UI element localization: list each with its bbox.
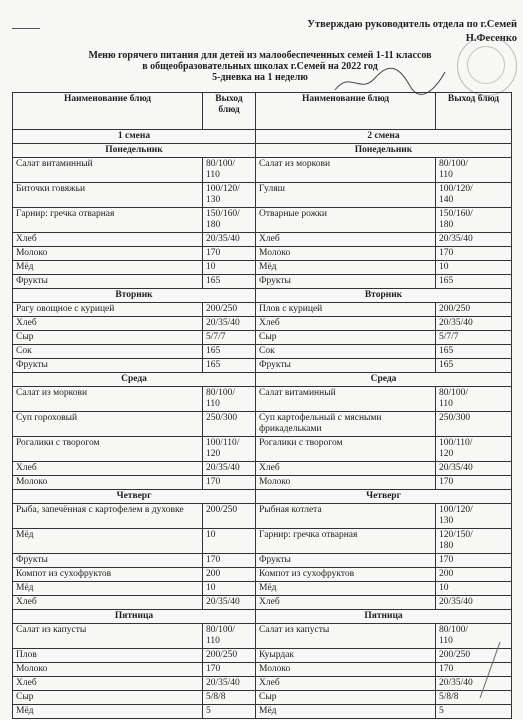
portion-shift-1: 100/110/ 120 [203, 437, 256, 462]
dish-name-shift-1: Фрукты [13, 554, 203, 568]
day-label-left: Среда [13, 373, 256, 387]
col-header-name-1: Наименование блюд [13, 93, 203, 130]
portion-shift-2: 200/250 [436, 649, 512, 663]
dish-name-shift-2: Фрукты [256, 275, 436, 289]
day-label-left: Четверг [13, 490, 256, 504]
day-row [13, 490, 512, 504]
dish-name-shift-2: Хлеб [256, 317, 436, 331]
dish-name-shift-2: Салат витаминный [256, 387, 436, 412]
dish-name-shift-1: Рагу овощное с курицей [13, 303, 203, 317]
portion-shift-2: 170 [436, 554, 512, 568]
dish-name-shift-1: Молоко [13, 476, 203, 490]
menu-table [12, 92, 512, 719]
portion-shift-2: 80/100/ 110 [436, 387, 512, 412]
dish-name-shift-1: Мёд [13, 261, 203, 275]
approval-line-2: Н.Фесенко [465, 33, 517, 44]
day-row [13, 144, 512, 158]
portion-shift-2: 20/35/40 [436, 677, 512, 691]
table-row [13, 412, 512, 437]
portion-shift-2: 5 [436, 705, 512, 719]
dish-name-shift-1: Биточки говяжьи [13, 183, 203, 208]
dish-name-shift-2: Гарнир: гречка отварная [256, 529, 436, 554]
scan-mark [12, 28, 40, 29]
dish-name-shift-2: Отварные рожки [256, 208, 436, 233]
dish-name-shift-1: Сыр [13, 691, 203, 705]
table-row [13, 677, 512, 691]
portion-shift-1: 200 [203, 568, 256, 582]
portion-shift-2: 150/160/ 180 [436, 208, 512, 233]
table-row [13, 554, 512, 568]
portion-shift-1: 80/100/ 110 [203, 624, 256, 649]
dish-name-shift-2: Фрукты [256, 359, 436, 373]
table-row [13, 624, 512, 649]
portion-shift-1: 165 [203, 345, 256, 359]
dish-name-shift-1: Хлеб [13, 677, 203, 691]
shift-row [13, 130, 512, 144]
day-label-right: Четверг [256, 490, 512, 504]
day-row [13, 373, 512, 387]
table-row [13, 462, 512, 476]
dish-name-shift-1: Салат из капусты [13, 624, 203, 649]
portion-shift-1: 20/35/40 [203, 677, 256, 691]
portion-shift-2: 80/100/ 110 [436, 624, 512, 649]
portion-shift-1: 10 [203, 529, 256, 554]
table-row [13, 504, 512, 529]
table-row [13, 529, 512, 554]
shift-2-label: 2 смена [256, 130, 512, 144]
portion-shift-2: 80/100/ 110 [436, 158, 512, 183]
table-row [13, 345, 512, 359]
stamp-seal [457, 36, 517, 96]
table-row [13, 387, 512, 412]
dish-name-shift-2: Салат из моркови [256, 158, 436, 183]
heading-line-2: в общеобразовательных школах г.Семей на 2022 год [142, 61, 378, 72]
portion-shift-1: 200/250 [203, 504, 256, 529]
col-header-output-1: Выход блюд [203, 93, 256, 130]
portion-shift-2: 170 [436, 663, 512, 677]
table-row [13, 208, 512, 233]
dish-name-shift-2: Сок [256, 345, 436, 359]
portion-shift-2: 170 [436, 247, 512, 261]
dish-name-shift-2: Компот из сухофруктов [256, 568, 436, 582]
portion-shift-1: 20/35/40 [203, 596, 256, 610]
portion-shift-1: 10 [203, 582, 256, 596]
dish-name-shift-1: Хлеб [13, 233, 203, 247]
dish-name-shift-1: Гарнир: гречка отварная [13, 208, 203, 233]
dish-name-shift-2: Мёд [256, 705, 436, 719]
portion-shift-2: 20/35/40 [436, 233, 512, 247]
portion-shift-1: 150/160/ 180 [203, 208, 256, 233]
dish-name-shift-2: Салат из капусты [256, 624, 436, 649]
portion-shift-1: 170 [203, 247, 256, 261]
portion-shift-2: 10 [436, 261, 512, 275]
dish-name-shift-2: Мёд [256, 582, 436, 596]
table-row [13, 476, 512, 490]
portion-shift-2: 170 [436, 476, 512, 490]
dish-name-shift-2: Молоко [256, 247, 436, 261]
day-label-right: Понедельник [256, 144, 512, 158]
approval-line-1: Утверждаю руководитель отдела по г.Семей [307, 19, 517, 30]
dish-name-shift-1: Мёд [13, 529, 203, 554]
day-label-right: Пятница [256, 610, 512, 624]
portion-shift-2: 200/250 [436, 303, 512, 317]
dish-name-shift-1: Мёд [13, 582, 203, 596]
table-row [13, 233, 512, 247]
dish-name-shift-2: Хлеб [256, 233, 436, 247]
portion-shift-1: 80/100/ 110 [203, 158, 256, 183]
dish-name-shift-1: Сыр [13, 331, 203, 345]
dish-name-shift-1: Сок [13, 345, 203, 359]
day-row [13, 289, 512, 303]
dish-name-shift-1: Фрукты [13, 275, 203, 289]
dish-name-shift-1: Салат из моркови [13, 387, 203, 412]
dish-name-shift-2: Хлеб [256, 677, 436, 691]
table-row [13, 183, 512, 208]
table-row [13, 582, 512, 596]
dish-name-shift-2: Мёд [256, 261, 436, 275]
col-header-output-2: Выход блюд [436, 93, 512, 130]
dish-name-shift-1: Молоко [13, 247, 203, 261]
dish-name-shift-2: Суп картофельный с мясными фрикадельками [256, 412, 436, 437]
portion-shift-2: 120/150/ 180 [436, 529, 512, 554]
dish-name-shift-1: Рыба, запечённая с картофелем в духовке [13, 504, 203, 529]
portion-shift-1: 80/100/ 110 [203, 387, 256, 412]
portion-shift-1: 5/8/8 [203, 691, 256, 705]
portion-shift-1: 170 [203, 476, 256, 490]
dish-name-shift-1: Компот из сухофруктов [13, 568, 203, 582]
portion-shift-2: 165 [436, 359, 512, 373]
portion-shift-1: 100/120/ 130 [203, 183, 256, 208]
portion-shift-2: 5/8/8 [436, 691, 512, 705]
dish-name-shift-2: Гуляш [256, 183, 436, 208]
portion-shift-1: 20/35/40 [203, 233, 256, 247]
header-row [13, 93, 512, 130]
heading-line-3: 5-дневка на 1 неделю [212, 72, 308, 83]
dish-name-shift-1: Мёд [13, 705, 203, 719]
portion-shift-2: 20/35/40 [436, 317, 512, 331]
day-label-right: Вторник [256, 289, 512, 303]
portion-shift-2: 165 [436, 275, 512, 289]
day-row [13, 610, 512, 624]
dish-name-shift-2: Хлеб [256, 596, 436, 610]
table-row [13, 275, 512, 289]
portion-shift-2: 165 [436, 345, 512, 359]
portion-shift-2: 20/35/40 [436, 462, 512, 476]
dish-name-shift-2: Рыбная котлета [256, 504, 436, 529]
portion-shift-1: 170 [203, 554, 256, 568]
dish-name-shift-2: Сыр [256, 691, 436, 705]
pen-mark [470, 640, 510, 700]
dish-name-shift-2: Молоко [256, 663, 436, 677]
dish-name-shift-1: Хлеб [13, 596, 203, 610]
dish-name-shift-1: Хлеб [13, 462, 203, 476]
heading-line-1: Меню горячего питания для детей из малообеспеченных семей 1-11 классов [88, 50, 432, 61]
portion-shift-2: 100/120/ 130 [436, 504, 512, 529]
portion-shift-2: 100/110/ 120 [436, 437, 512, 462]
table-row [13, 568, 512, 582]
dish-name-shift-1: Салат витаминный [13, 158, 203, 183]
dish-name-shift-2: Молоко [256, 476, 436, 490]
portion-shift-2: 10 [436, 582, 512, 596]
table-row [13, 247, 512, 261]
dish-name-shift-2: Рогалики с творогом [256, 437, 436, 462]
dish-name-shift-1: Суп гороховый [13, 412, 203, 437]
table-row [13, 359, 512, 373]
portion-shift-1: 5 [203, 705, 256, 719]
portion-shift-2: 20/35/40 [436, 596, 512, 610]
dish-name-shift-1: Плов [13, 649, 203, 663]
portion-shift-1: 200/250 [203, 303, 256, 317]
portion-shift-1: 250/300 [203, 412, 256, 437]
portion-shift-1: 5/7/7 [203, 331, 256, 345]
dish-name-shift-1: Молоко [13, 663, 203, 677]
portion-shift-1: 10 [203, 261, 256, 275]
table-row [13, 649, 512, 663]
shift-1-label: 1 смена [13, 130, 256, 144]
dish-name-shift-1: Хлеб [13, 317, 203, 331]
portion-shift-2: 100/120/ 140 [436, 183, 512, 208]
portion-shift-2: 5/7/7 [436, 331, 512, 345]
table-row [13, 261, 512, 275]
table-row [13, 663, 512, 677]
col-header-name-2: Наименование блюд [256, 93, 436, 130]
portion-shift-1: 170 [203, 663, 256, 677]
table-row [13, 437, 512, 462]
portion-shift-1: 200/250 [203, 649, 256, 663]
dish-name-shift-2: Фрукты [256, 554, 436, 568]
table-row [13, 705, 512, 719]
table-row [13, 317, 512, 331]
dish-name-shift-2: Куырдак [256, 649, 436, 663]
table-row [13, 303, 512, 317]
dish-name-shift-2: Плов с курицей [256, 303, 436, 317]
portion-shift-1: 165 [203, 359, 256, 373]
portion-shift-2: 200 [436, 568, 512, 582]
day-label-left: Пятница [13, 610, 256, 624]
portion-shift-2: 250/300 [436, 412, 512, 437]
portion-shift-1: 20/35/40 [203, 462, 256, 476]
portion-shift-1: 20/35/40 [203, 317, 256, 331]
table-row [13, 691, 512, 705]
dish-name-shift-2: Хлеб [256, 462, 436, 476]
dish-name-shift-2: Сыр [256, 331, 436, 345]
table-row [13, 596, 512, 610]
day-label-left: Вторник [13, 289, 256, 303]
portion-shift-1: 165 [203, 275, 256, 289]
document-heading [60, 50, 460, 83]
dish-name-shift-1: Рогалики с творогом [13, 437, 203, 462]
table-row [13, 331, 512, 345]
day-label-right: Среда [256, 373, 512, 387]
dish-name-shift-1: Фрукты [13, 359, 203, 373]
day-label-left: Понедельник [13, 144, 256, 158]
table-row [13, 158, 512, 183]
